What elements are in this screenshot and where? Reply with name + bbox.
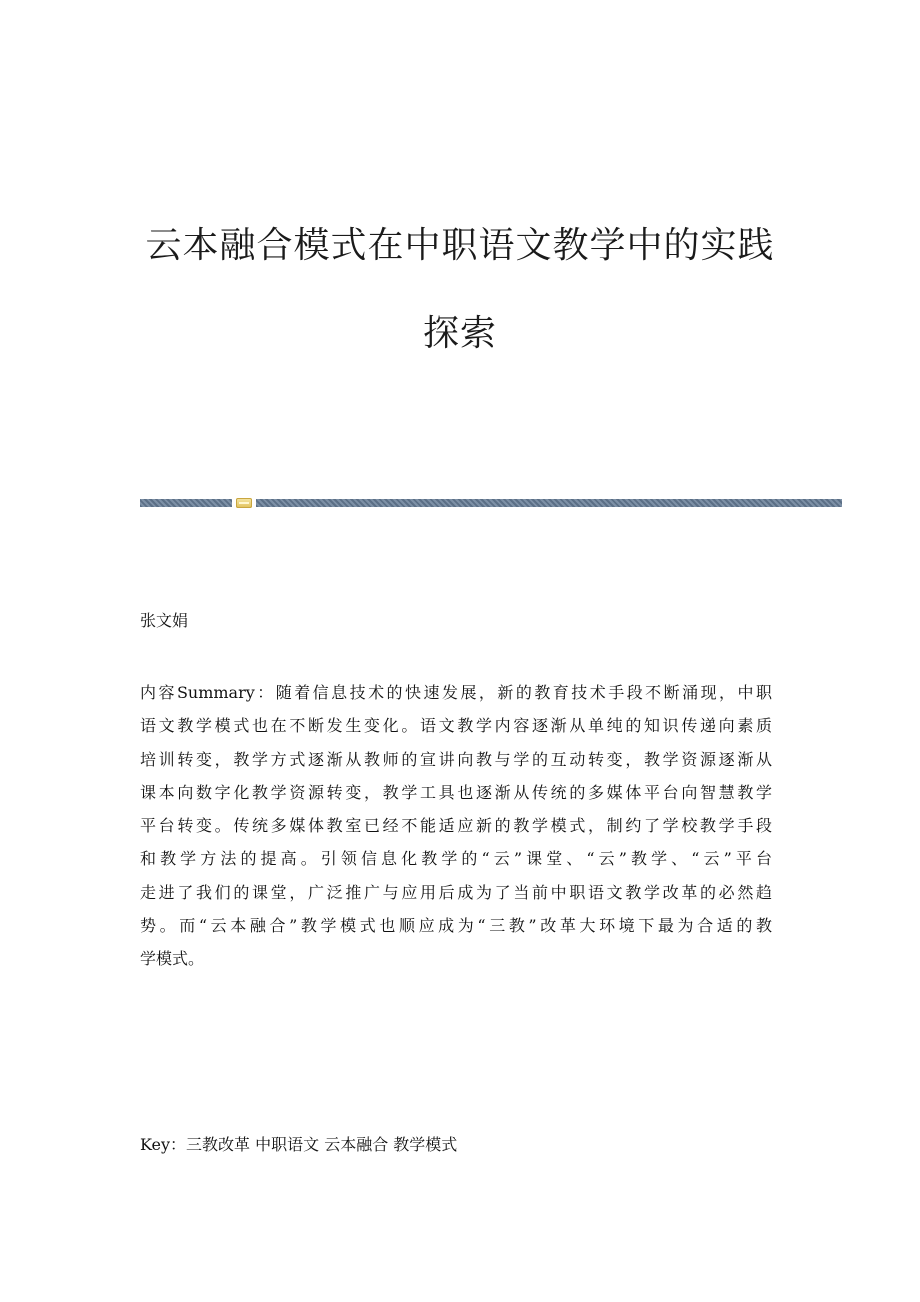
divider-bar-right [256,499,842,507]
divider-ornament-icon [236,498,252,508]
title-divider [140,498,842,508]
summary-line: 课本向数字化教学资源转变，教学工具也逐渐从传统的多媒体平台向智慧教学 [140,782,772,802]
summary-paragraph [140,676,772,976]
keywords-line: Key：三教改革 中职语文 云本融合 教学模式 [140,1135,458,1154]
summary-line: 平台转变。传统多媒体教室已经不能适应新的教学模式，制约了学校教学手段 [140,816,772,836]
title-line-1: 云本融合模式在中职语文教学中的实践 [145,225,775,266]
summary-line: 学模式。 [140,949,205,969]
title-line-2: 探索 [422,313,497,354]
document-title [0,225,920,354]
author-name: 张文娟 [140,611,189,630]
summary-line: 势。而“云本融合”教学模式也顺应成为“三教”改革大环境下最为合适的教 [140,916,772,936]
summary-line: 培训转变，教学方式逐渐从教师的宣讲向教与学的互动转变，教学资源逐渐从 [140,749,772,769]
summary-line: 内容Summary：随着信息技术的快速发展，新的教育技术手段不断涌现，中职 [140,683,772,702]
summary-line: 和教学方法的提高。引领信息化教学的“云”课堂、“云”教学、“云”平台 [140,849,772,869]
summary-line: 语文教学模式也在不断发生变化。语文教学内容逐渐从单纯的知识传递向素质 [140,716,772,736]
divider-bar-left [140,499,232,507]
summary-line: 走进了我们的课堂，广泛推广与应用后成为了当前中职语文教学改革的必然趋 [140,882,772,902]
